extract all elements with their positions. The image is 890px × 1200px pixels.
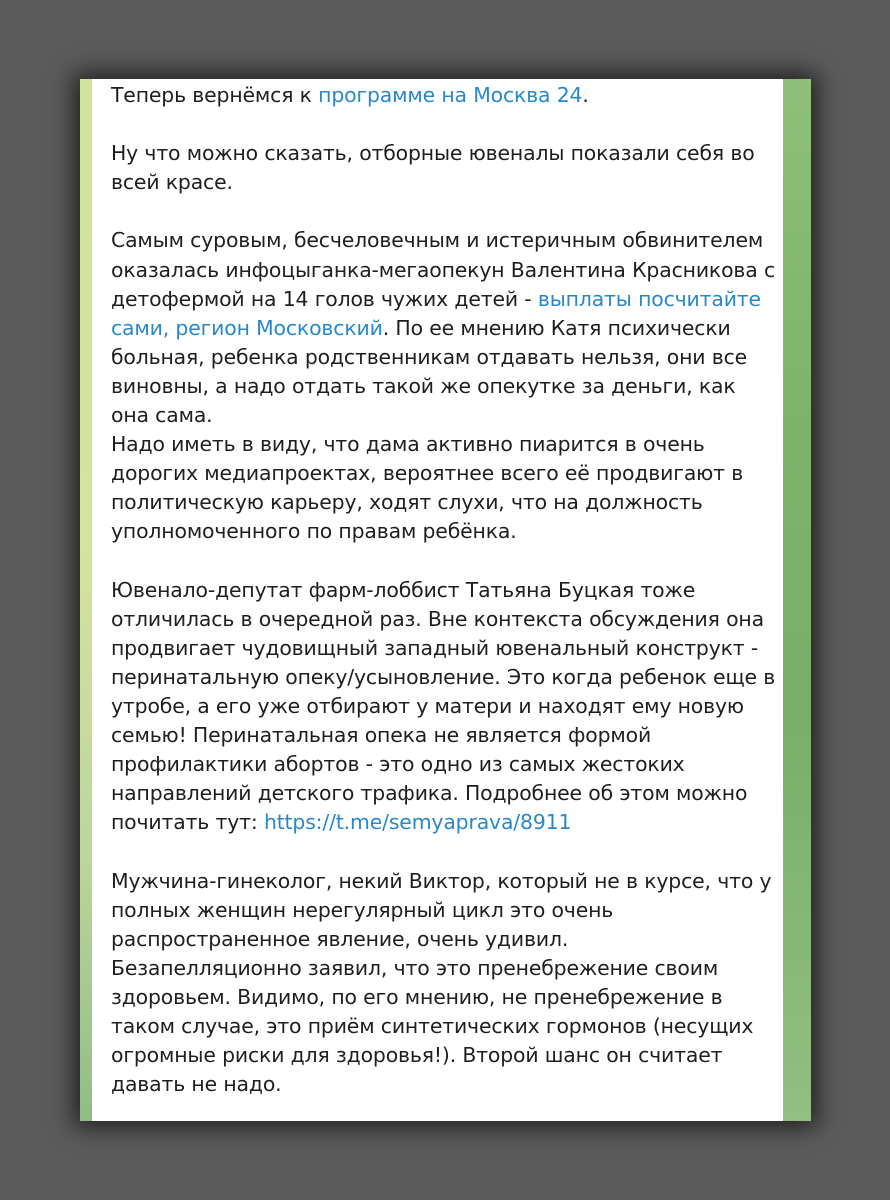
telegram-post-link[interactable]: https://t.me/semyaprava/8911 <box>263 810 572 835</box>
chat-wallpaper-right <box>783 79 811 1121</box>
message-bubble <box>92 79 783 1121</box>
moscow24-program-link[interactable]: программе на Москва 24 <box>318 83 583 107</box>
payments-link[interactable]: выплаты посчитайте сами, регион Московский <box>111 286 761 340</box>
paragraph-2: Ну что можно сказать, отборные ювеналы показали себя во всей красе. <box>111 141 755 195</box>
chat-wallpaper-left <box>80 79 92 1121</box>
message-text <box>111 81 779 1099</box>
paragraph-3: Самым суровым, бесчеловечным и истеричным обвинителем оказалась инфоцыганка-мегаопекун Валентина Красникова с детофермой на 14 голов чужих детей - выплаты посчитайте сами, регион Московский. По ее мнению Катя психически больная, ребенка родственникам отдавать нельзя, они все виновны, а надо отдать такой же опекутке за деньги, как она сама. Надо иметь в виду, что дама активно пиарится в очень дорогих медиапроектах, вероятнее всего её продвигают в политическую карьеру, ходят слухи, что на должность уполномоченного по правам ребёнка. <box>111 228 776 544</box>
chat-window <box>80 79 811 1121</box>
paragraph-1: Теперь вернёмся к программе на Москва 24. <box>111 83 589 107</box>
paragraph-5: Мужчина-гинеколог, некий Виктор, который не в курсе, что у полных женщин нерегулярный цикл это очень распространенное явление, очень удивил. Безапелляционно заявил, что это пренебрежение своим здоровьем. Видимо, по его мнению, не пренебрежение в таком случае, это приём синтетических гормонов (несущих огромные риски для здоровья!). Второй шанс он считает давать не надо. <box>111 868 772 1097</box>
paragraph-4: Ювенало-депутат фарм-лоббист Татьяна Буцкая тоже отличилась в очередной раз. Вне контекста обсуждения она продвигает чудовищный западный ювенальный конструкт - перинатальную опеку/усыновление. Это когда ребенок еще в утробе, а его уже отбирают у матери и находят ему новую семью! Перинатальная опека не является формой профилактики абортов - это одно из самых жестоких направлений детского трафика. Подробнее об этом можно почитать тут: https://t.me/semyaprava/8911 <box>111 577 776 835</box>
